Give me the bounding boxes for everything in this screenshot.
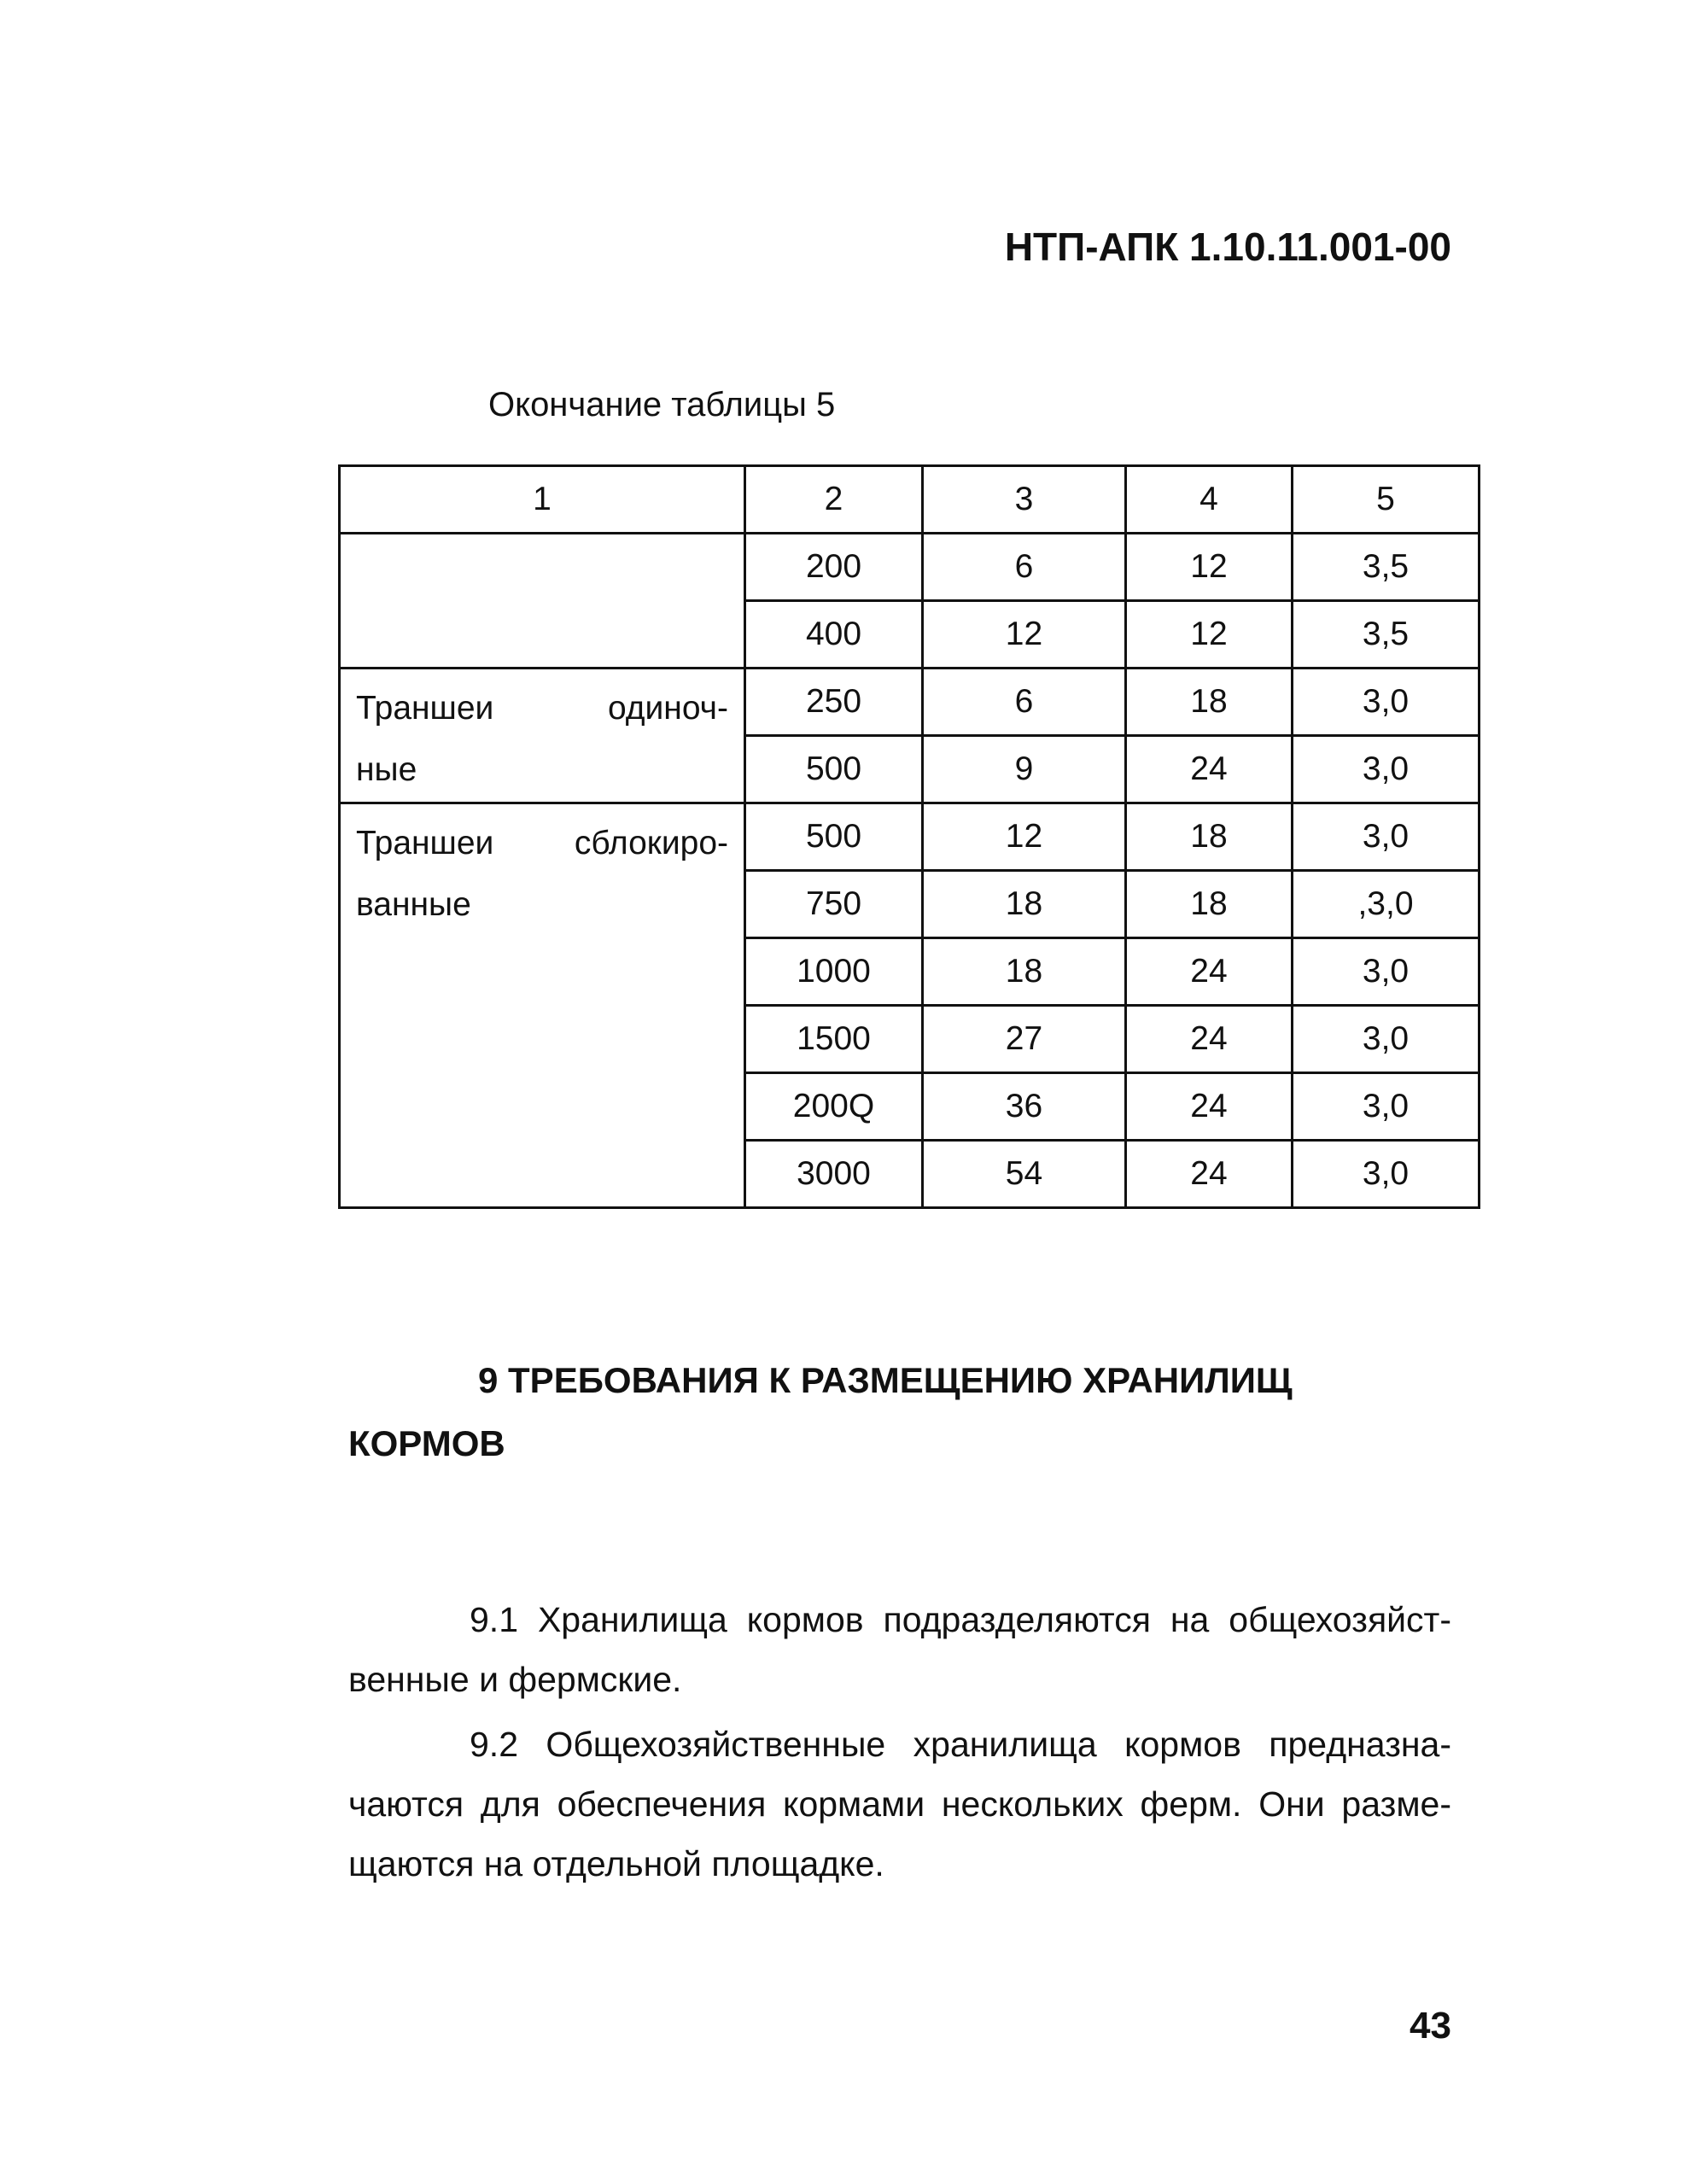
table-cell: 24 [1126, 1006, 1293, 1073]
table-cell: 200Q [745, 1073, 923, 1141]
table-cell: 3,0 [1293, 1006, 1480, 1073]
table-cell: 250 [745, 669, 923, 736]
table-cell: 500 [745, 736, 923, 803]
table-caption: Окончание таблицы 5 [488, 386, 836, 423]
table-cell: 3,0 [1293, 1141, 1480, 1208]
table-cell: 1500 [745, 1006, 923, 1073]
table-cell: 400 [745, 601, 923, 669]
section-heading-line: 9 ТРЕБОВАНИЯ К РАЗМЕЩЕНИЮ ХРАНИЛИЩ [478, 1360, 1293, 1400]
table-header-cell: 3 [923, 466, 1126, 534]
row-group-label [340, 534, 745, 669]
paragraph-text: 9.1 Хранилища кормов подразделяются на общехозяйственные и фермские. [348, 1600, 1451, 1699]
row-group-label-word: сблокиро- [574, 825, 728, 861]
row-group-label-word: Траншеи [356, 825, 494, 861]
table-cell: 3000 [745, 1141, 923, 1208]
row-group-label-word: одиноч- [607, 690, 728, 727]
table-cell: 3,0 [1293, 1073, 1480, 1141]
table-cell: 18 [923, 938, 1126, 1006]
data-table [338, 464, 1480, 1209]
row-group-label-word: Траншеи [356, 690, 494, 727]
table-cell: 18 [923, 871, 1126, 938]
table-cell: 3,5 [1293, 601, 1480, 669]
table-row [340, 669, 1480, 736]
table-cell: 24 [1126, 938, 1293, 1006]
section-heading-line: КОРМОВ [348, 1423, 505, 1463]
table-cell: 500 [745, 803, 923, 871]
table-cell: 200 [745, 534, 923, 601]
row-group-label [340, 669, 745, 803]
table-cell: 24 [1126, 736, 1293, 803]
table-cell: ,3,0 [1293, 871, 1480, 938]
section-heading [348, 1349, 1458, 1475]
document-code: НТП-АПК 1.10.11.001-00 [1004, 225, 1451, 269]
page-number: 43 [1410, 2005, 1451, 2047]
table-header-cell: 2 [745, 466, 923, 534]
table-cell: 24 [1126, 1073, 1293, 1141]
row-group-label-line: ные [356, 751, 417, 788]
paragraph [348, 1714, 1451, 1894]
table-header-row [340, 466, 1480, 534]
table-cell: 12 [923, 601, 1126, 669]
table-cell: 750 [745, 871, 923, 938]
table-row [340, 803, 1480, 871]
table-cell: 24 [1126, 1141, 1293, 1208]
table-cell: 3,0 [1293, 938, 1480, 1006]
table-cell: 54 [923, 1141, 1126, 1208]
table-cell: 3,5 [1293, 534, 1480, 601]
table-header-cell: 1 [340, 466, 745, 534]
table-cell: 18 [1126, 871, 1293, 938]
table-cell: 36 [923, 1073, 1126, 1141]
table-header-cell: 5 [1293, 466, 1480, 534]
table-cell: 9 [923, 736, 1126, 803]
table-cell: 6 [923, 669, 1126, 736]
table-cell: 3,0 [1293, 669, 1480, 736]
table-header-cell: 4 [1126, 466, 1293, 534]
row-group-label-line: ванные [356, 886, 471, 923]
table-cell: 12 [923, 803, 1126, 871]
table-cell: 27 [923, 1006, 1126, 1073]
table-cell: 3,0 [1293, 736, 1480, 803]
table-cell: 18 [1126, 803, 1293, 871]
table-cell: 1000 [745, 938, 923, 1006]
table-cell: 12 [1126, 601, 1293, 669]
table-cell: 18 [1126, 669, 1293, 736]
table-cell: 12 [1126, 534, 1293, 601]
row-group-label [340, 803, 745, 1208]
table-cell: 6 [923, 534, 1126, 601]
table-cell: 3,0 [1293, 803, 1480, 871]
paragraph-text: 9.2 Общехозяйственные хранилища кормов предназначаются для обеспечения кормами нескольких ферм. Они размещаются на отдельной площадке. [348, 1725, 1451, 1883]
paragraph [348, 1590, 1451, 1709]
table-row [340, 534, 1480, 601]
